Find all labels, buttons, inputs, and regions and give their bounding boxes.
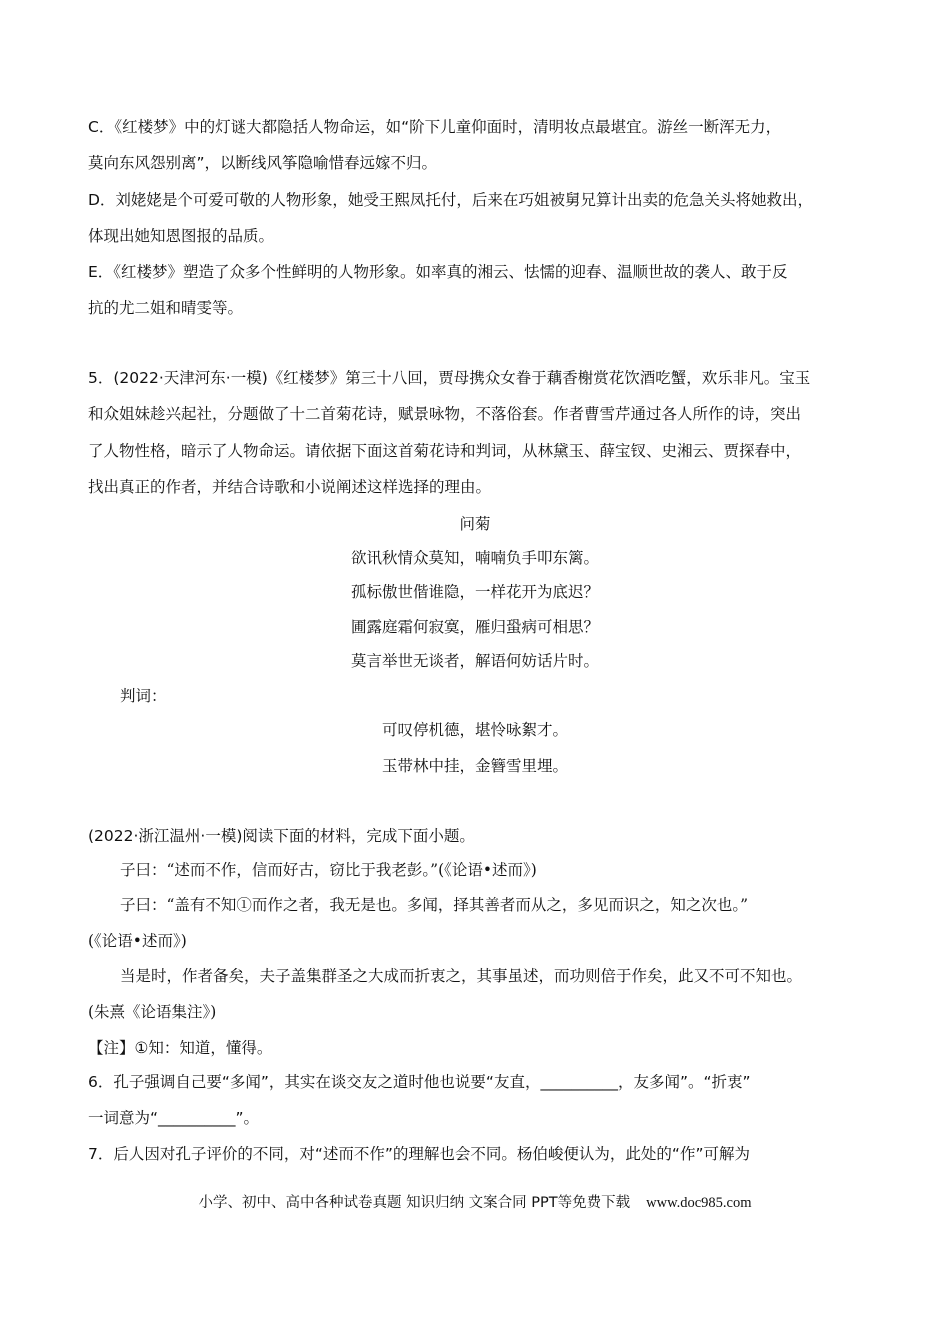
option-c-line-2: 莫向东风怨别离”，以断线风筝隐喻惜春远嫁不归。 xyxy=(88,154,438,172)
poem-line-2: 孤标傲世偕谁隐，一样花开为底迟？ xyxy=(350,583,599,601)
verdict-line-2: 玉带林中挂，金簪雪里埋。 xyxy=(381,757,568,775)
passage-quote-2-line-2: (《论语•述而》) xyxy=(88,932,187,950)
option-e-line-1: E．《红楼梦》塑造了众多个性鲜明的人物形象。如率真的湘云、怯懦的迎春、温顺世故的袭人、敢于反 xyxy=(88,263,788,281)
question-5-line-4: 找出真正的作者，并结合诗歌和小说阐述这样选择的理由。 xyxy=(88,478,492,496)
poem-line-1: 欲讯秋情众莫知，喃喃负手叩东篱。 xyxy=(350,549,599,567)
option-e-line-2: 抗的尤二姐和晴雯等。 xyxy=(88,299,244,317)
question-7-line-1: 7．后人因对孔子评价的不同，对“述而不作”的理解也会不同。杨伯峻便认为，此处的“作”可解为 xyxy=(88,1145,750,1163)
option-c-line-1: C．《红楼梦》中的灯谜大都隐括人物命运，如“阶下儿童仰面时，清明妆点最堪宜。游丝一断浑无力， xyxy=(88,118,782,136)
footer-text: 小学、初中、高中各种试卷真题 知识归纳 文案合同 PPT等免费下载 xyxy=(198,1195,631,1211)
question-6-line-1: 6．孔子强调自己要“多闻”，其实在谈交友之道时他也说要“友直，__________，友多闻”。“折衷” xyxy=(88,1073,751,1091)
passage-quote-3-line-2: (朱熹《论语集注》) xyxy=(88,1003,217,1021)
passage-quote-3-line-1: 当是时，作者备矣，夫子盖集群圣之大成而折衷之，其事虽述，而功则倍于作矣，此又不可不知也。 xyxy=(120,967,803,985)
poem-line-3: 圃露庭霜何寂寞，雁归蛩病可相思？ xyxy=(350,618,599,636)
question-5-line-1: 5．(2022·天津河东·一模)《红楼梦》第三十八回，贾母携众女眷于藕香榭赏花饮酒吃蟹，欢乐非凡。宝玉 xyxy=(88,369,811,387)
passage-note: 【注】①知：知道，懂得。 xyxy=(88,1039,273,1057)
question-5-line-2: 和众姐妹趁兴起社，分题做了十二首菊花诗，赋景咏物，不落俗套。作者曹雪芹通过各人所作的诗，突出 xyxy=(88,405,802,423)
poem-title: 问菊 xyxy=(459,515,491,533)
option-d-line-2: 体现出她知恩图报的品质。 xyxy=(88,227,275,245)
question-5-line-3: 了人物性格，暗示了人物命运。请依据下面这首菊花诗和判词，从林黛玉、薛宝钗、史湘云、贾探春中， xyxy=(88,442,802,460)
question-6-line-2: 一词意为“__________”。 xyxy=(88,1109,260,1127)
verdict-label: 判词： xyxy=(120,687,167,705)
footer-url[interactable]: www.doc985.com xyxy=(646,1195,752,1211)
page-footer xyxy=(0,1193,950,1213)
passage-quote-1: 子曰：“述而不作，信而好古，窃比于我老彭。”(《论语•述而》) xyxy=(120,861,537,879)
option-d-line-1: D．刘姥姥是个可爱可敬的人物形象，她受王熙凤托付，后来在巧姐被舅兄算计出卖的危急关头将她救出， xyxy=(88,191,813,209)
verdict-line-1: 可叹停机德，堪怜咏絮才。 xyxy=(381,721,568,739)
passage-intro: (2022·浙江温州·一模)阅读下面的材料，完成下面小题。 xyxy=(88,827,475,845)
poem-line-4: 莫言举世无谈者，解语何妨话片时。 xyxy=(350,652,599,670)
passage-quote-2-line-1: 子曰：“盖有不知①而作之者，我无是也。多闻，择其善者而从之，多见而识之，知之次也。” xyxy=(120,896,749,914)
